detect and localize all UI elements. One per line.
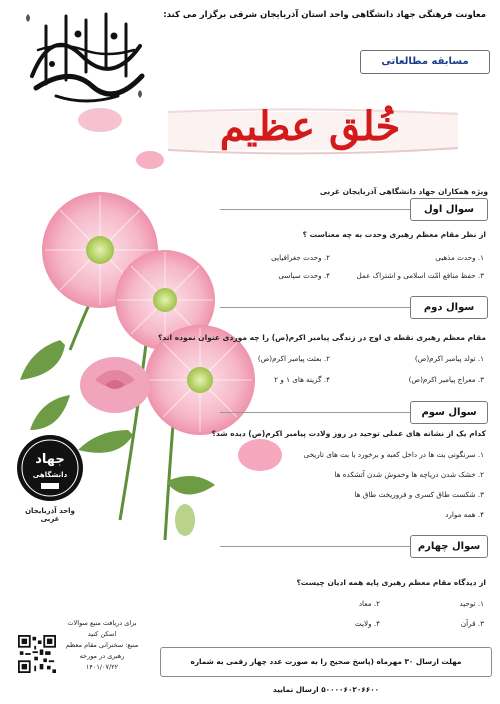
divider bbox=[220, 307, 410, 308]
jahad-emblem-icon bbox=[15, 433, 85, 503]
qr-code-icon[interactable] bbox=[18, 635, 56, 673]
calligraphy-emblem bbox=[22, 6, 150, 106]
question-4-option-2: ۲. معاد bbox=[358, 599, 380, 608]
question-3-option-1: ۱. سرنگونی بت ها در داخل کعبه و برخورد با بت های تاریخی bbox=[303, 450, 484, 459]
question-3-text: کدام یک از نشانه های عملی توحید در روز ولادت پیامبر اکرم(ص) دیده شد؟ bbox=[211, 429, 486, 438]
source-note-line-2: اسکن کنید bbox=[87, 630, 117, 638]
question-2-option-4: ۴. گزینه های ۱ و ۲ bbox=[274, 375, 330, 384]
question-2-option-2: ۲. بعثت پیامبر اکرم(ص) bbox=[257, 354, 330, 363]
question-1-heading: سوال اول bbox=[410, 198, 488, 221]
question-1-option-4: ۴. وحدت سیاسی bbox=[278, 271, 330, 280]
question-4-heading: سوال چهارم bbox=[410, 535, 488, 558]
question-4-text: از دیدگاه مقام معظم رهبری پایه همه ادیان چیست؟ bbox=[296, 578, 486, 587]
main-title: خُلق عظیم bbox=[219, 103, 401, 150]
deadline-footer: مهلت ارسال ۳۰ مهرماه (پاسخ صحیح را به صورت عدد چهار رقمی به شماره ۵۰۰۰۰۶۰۲۰۶۶۰۰ ارسال نمایید bbox=[160, 647, 492, 677]
subtitle: ویژه همکاران جهاد دانشگاهی آذربایجان غربی bbox=[319, 187, 488, 196]
question-4-option-4: ۴. ولایت bbox=[354, 619, 380, 628]
logo-unit: واحد آذربایجان غربی bbox=[25, 507, 75, 523]
logo-name: جهاد bbox=[35, 452, 65, 467]
question-4-option-1: ۱. توحید bbox=[459, 599, 484, 608]
question-4-option-3: ۳. قرآن bbox=[460, 619, 484, 628]
question-2-heading: سوال دوم bbox=[410, 296, 488, 319]
question-3-option-2: ۲. خشک شدن دریاچه ها وخموش شدن آتشکده ها bbox=[334, 470, 484, 479]
source-note-line-4: رهبری در مورخه bbox=[79, 652, 125, 660]
question-1-option-2: ۲. وحدت جغرافیایی bbox=[271, 253, 330, 262]
divider bbox=[220, 209, 410, 210]
question-1-text: از نظر مقام معظم رهبری وحدت به چه معناست ؟ bbox=[302, 230, 486, 239]
organizer-line: معاونت فرهنگی جهاد دانشگاهی واحد استان آذربایجان شرقی برگزار می کند: bbox=[163, 10, 486, 20]
contest-tag: مسابقه مطالعاتی bbox=[360, 50, 490, 74]
source-note-line-3: منبع: سخنرانی مقام معظم bbox=[65, 641, 139, 649]
divider bbox=[220, 412, 410, 413]
question-2-text: مقام معظم رهبری نقطه ی اوج در زندگی پیامبر اکرم(ص) را چه موردی عنوان نموده اند؟ bbox=[158, 333, 486, 342]
question-3-option-4: ۴. همه موارد bbox=[445, 510, 484, 519]
source-note bbox=[62, 618, 142, 673]
question-2-option-3: ۳. معراج پیامبر اکرم(ص) bbox=[408, 375, 484, 384]
question-3-option-3: ۳. شکست طاق کسری و فروریخت طاق ها bbox=[354, 490, 484, 499]
question-1-option-1: ۱. وحدت مذهبی bbox=[435, 253, 484, 262]
question-2-option-1: ۱. تولد پیامبر اکرم(ص) bbox=[414, 354, 484, 363]
source-note-line-1: برای دریافت منبع سوالات bbox=[67, 619, 137, 627]
question-3-heading: سوال سوم bbox=[410, 401, 488, 424]
question-1-option-3: ۳. حفظ منافع امّت اسلامی و اشتراک عمل bbox=[356, 271, 484, 280]
jahad-logo bbox=[15, 433, 85, 528]
logo-sub: دانشگاهی bbox=[32, 471, 68, 479]
divider bbox=[220, 546, 410, 547]
source-note-date: ۱۴۰۱/۰۷/۲۲ bbox=[85, 663, 119, 671]
